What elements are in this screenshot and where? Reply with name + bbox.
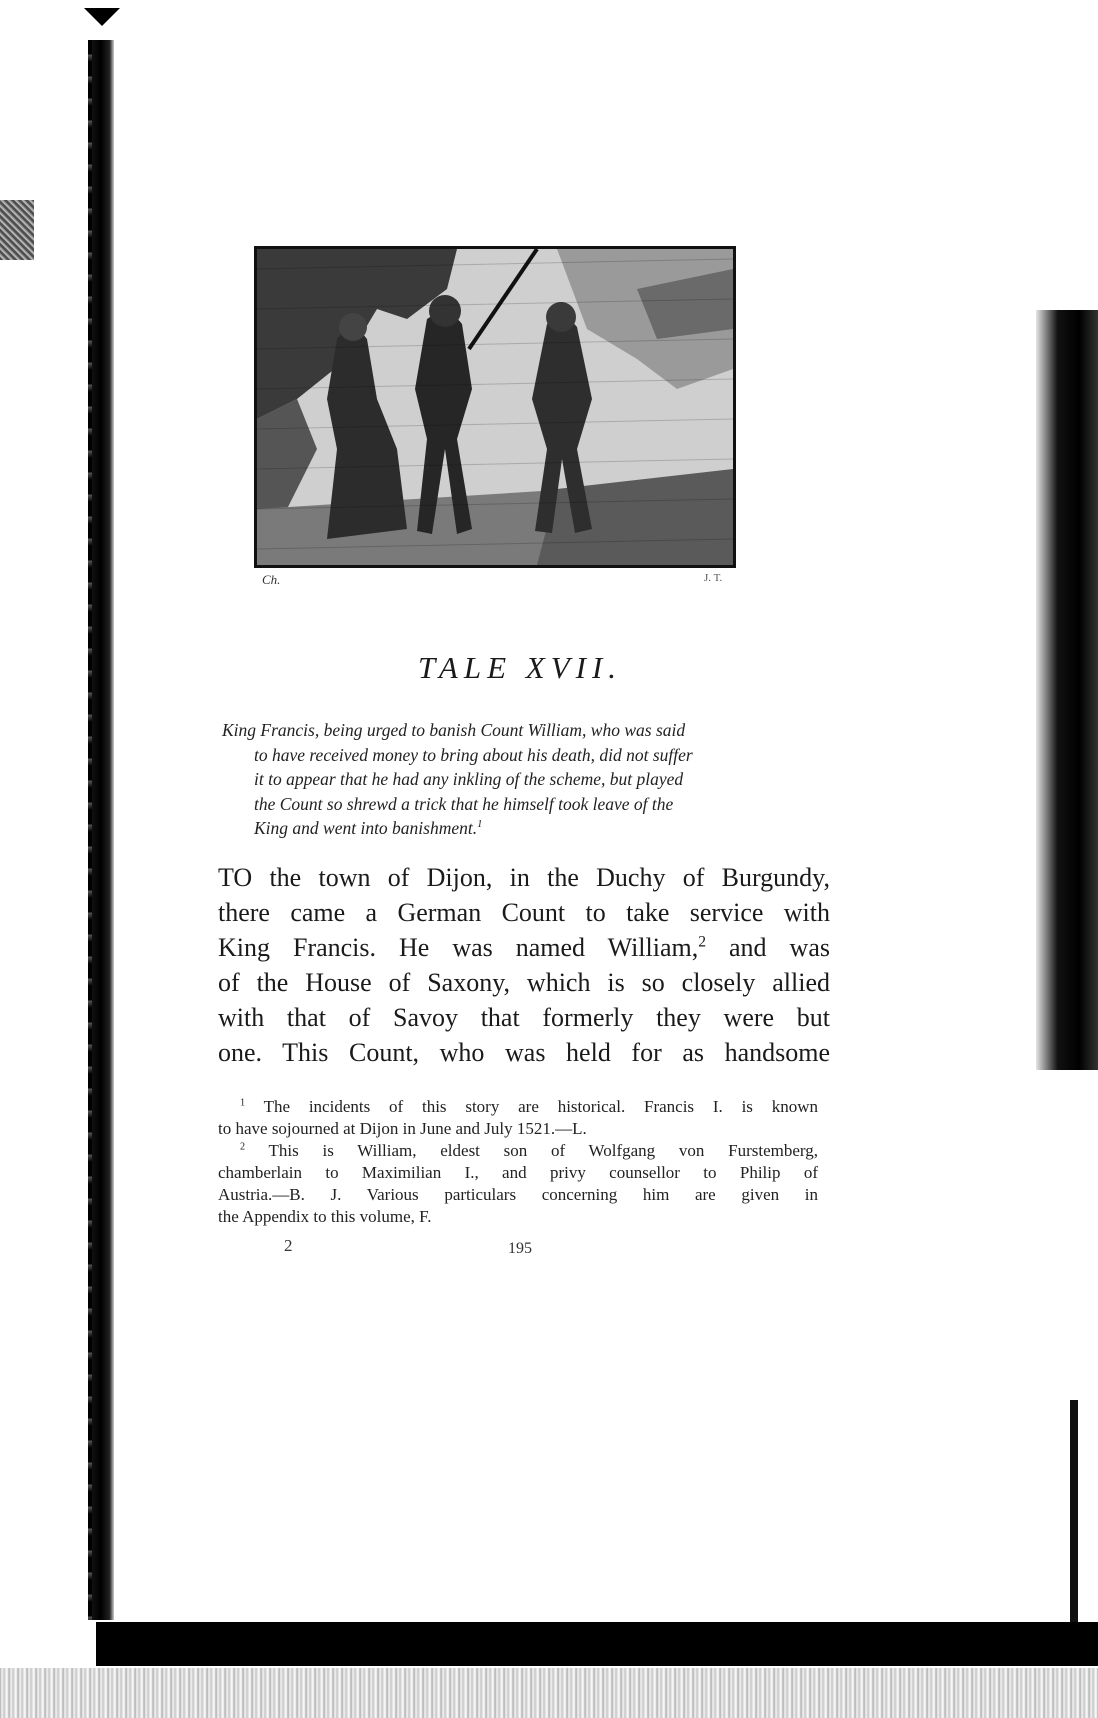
tale-title: TALE XVII. (417, 650, 623, 685)
bottom-scan-bar (96, 1622, 1098, 1666)
engraving-scene (257, 249, 733, 565)
summary-line: King Francis, being urged to banish Count William, who was said (222, 720, 686, 740)
body-line (218, 930, 830, 965)
body-line: there came a German Count to take service with (218, 898, 830, 927)
footnote-text: The incidents of this story are historical. Francis I. is known (263, 1097, 818, 1116)
body-line: with that of Savoy that formerly they were but (218, 1003, 830, 1032)
footnote-line: the Appendix to this volume, F. (218, 1207, 432, 1226)
footnote-text: This is William, eldest son of Wolfgang von Furstemberg, (268, 1141, 819, 1160)
summary-line: the Count so shrewd a trick that he himself took leave of the (254, 793, 674, 814)
left-margin-blot (0, 200, 34, 260)
summary-line (222, 816, 822, 841)
body-line: TO the town of Dijon, in the Duchy of Burgundy, (218, 863, 830, 892)
body-text (218, 860, 830, 1070)
body-line-text-rest: and was (706, 933, 830, 962)
body-line-text: King Francis. He was named William, (218, 933, 699, 962)
corner-mark (84, 8, 120, 26)
body-line: of the House of Saxony, which is so closely allied (218, 968, 830, 997)
footnote-line: to have sojourned at Dijon in June and July 1521.—L. (218, 1119, 587, 1138)
footnote-line: Austria.—B. J. Various particulars concerning him are given in (218, 1185, 818, 1204)
engraver-signature-left: Ch. (262, 572, 281, 587)
book-spine-shadow (92, 40, 114, 1620)
body-line: one. This Count, who was held for as handsome (218, 1038, 830, 1067)
footnote-marker: 2 (240, 1141, 246, 1153)
page-number: 195 (508, 1240, 532, 1257)
engraving-illustration (254, 246, 736, 568)
summary-line: it to appear that he had any inkling of the scheme, but played (254, 769, 684, 789)
footnote-marker: 1 (240, 1097, 246, 1109)
summary-line: to have received money to bring about his death, did not suffer (254, 744, 693, 765)
footnotes (218, 1096, 818, 1228)
bottom-scan-noise (0, 1668, 1098, 1718)
footnote-line: chamberlain to Maximilian I., and privy counsellor to Philip of (218, 1163, 818, 1182)
summary-line-text: King and went into banishment. (254, 818, 478, 838)
footnote-ref: 1 (477, 819, 483, 831)
footnote-line (218, 1140, 818, 1162)
footnote-line (218, 1096, 818, 1118)
right-page-edge-shadow (1036, 310, 1098, 1070)
engraver-signature-right: J. T. (704, 572, 723, 584)
right-lower-edge-shadow (1070, 1400, 1078, 1640)
printer-signature-mark: 2 (284, 1236, 293, 1255)
footnote-ref: 2 (698, 933, 707, 951)
tale-summary (222, 718, 822, 841)
